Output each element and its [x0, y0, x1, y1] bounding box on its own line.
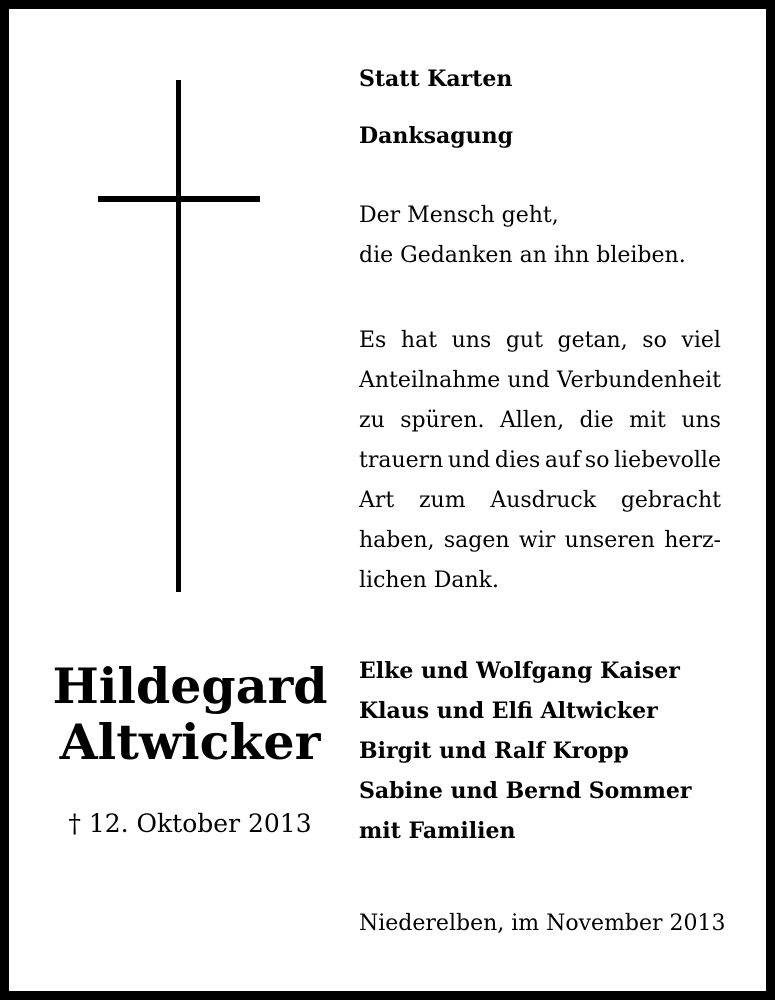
death-date: † 12. Oktober 2013	[68, 809, 312, 838]
thanks-word: liebevolle	[614, 448, 721, 473]
thanks-line	[359, 481, 721, 521]
deceased-name	[40, 658, 340, 770]
thanks-text	[359, 321, 721, 601]
mourners-list	[359, 651, 721, 851]
mourner-line: Birgit und Ralf Kropp	[359, 738, 629, 764]
thanks-word: wir	[518, 528, 556, 553]
thanks-line	[359, 321, 721, 361]
thanks-word: die	[579, 408, 614, 433]
mourner-line: Elke und Wolfgang Kaiser	[359, 658, 680, 684]
mourner-line: Sabine und Bernd Sommer	[359, 778, 692, 804]
thanks-word: viel	[681, 328, 721, 353]
mourner-line: Klaus und Elfi Altwicker	[359, 698, 658, 724]
thanks-line	[359, 361, 721, 401]
cross-horizontal-bar	[98, 196, 260, 202]
thanks-line	[359, 561, 721, 601]
thanks-word: Es	[359, 328, 387, 353]
thanks-word: spüren.	[400, 408, 485, 433]
thanks-word: trauern	[359, 448, 444, 473]
thanks-word: uns	[681, 408, 721, 433]
thanks-word: zum	[418, 488, 466, 513]
thanks-word: uns	[451, 328, 492, 353]
thanks-word: zu	[359, 408, 385, 433]
thanks-word: Ausdruck	[490, 488, 597, 513]
thanks-word: herz-	[664, 528, 721, 553]
thanks-word: sagen	[443, 528, 510, 553]
thanks-word: und	[447, 448, 491, 473]
thanks-word: gut	[505, 328, 543, 353]
thanks-word: gebracht	[620, 488, 721, 513]
quote	[359, 196, 721, 276]
thanks-word: mit	[629, 408, 666, 433]
thanks-word: hat	[400, 328, 438, 353]
thanks-line	[359, 401, 721, 441]
thanks-word: lichen Dank.	[359, 568, 499, 593]
thanks-word: haben,	[359, 528, 435, 553]
thanks-word: dies	[494, 448, 541, 473]
thanks-word: Art	[359, 488, 395, 513]
mourner-line: mit Familien	[359, 818, 516, 844]
quote-line: Der Mensch geht,	[359, 203, 559, 228]
deceased-last-name: Altwicker	[59, 713, 321, 771]
thanks-line	[359, 441, 721, 481]
thanks-line	[359, 521, 721, 561]
thanks-word: und	[507, 368, 550, 393]
deceased-first-name: Hildegard	[52, 657, 328, 715]
thanks-word: so	[642, 328, 667, 353]
thanks-word: Verbundenheit	[556, 368, 721, 393]
header-danksagung: Danksagung	[359, 123, 513, 149]
thanks-word: auf	[544, 448, 581, 473]
thanks-word: Allen,	[499, 408, 565, 433]
place-and-date: Niederelben, im November 2013	[359, 911, 726, 936]
header-statt-karten: Statt Karten	[359, 66, 513, 92]
thanks-word: Anteilnahme	[359, 368, 501, 393]
thanks-word: so	[584, 448, 610, 473]
thanks-word: unseren	[564, 528, 655, 553]
thanks-word: getan,	[557, 328, 628, 353]
quote-line: die Gedanken an ihn bleiben.	[359, 243, 686, 268]
cross-vertical-bar	[176, 80, 181, 592]
